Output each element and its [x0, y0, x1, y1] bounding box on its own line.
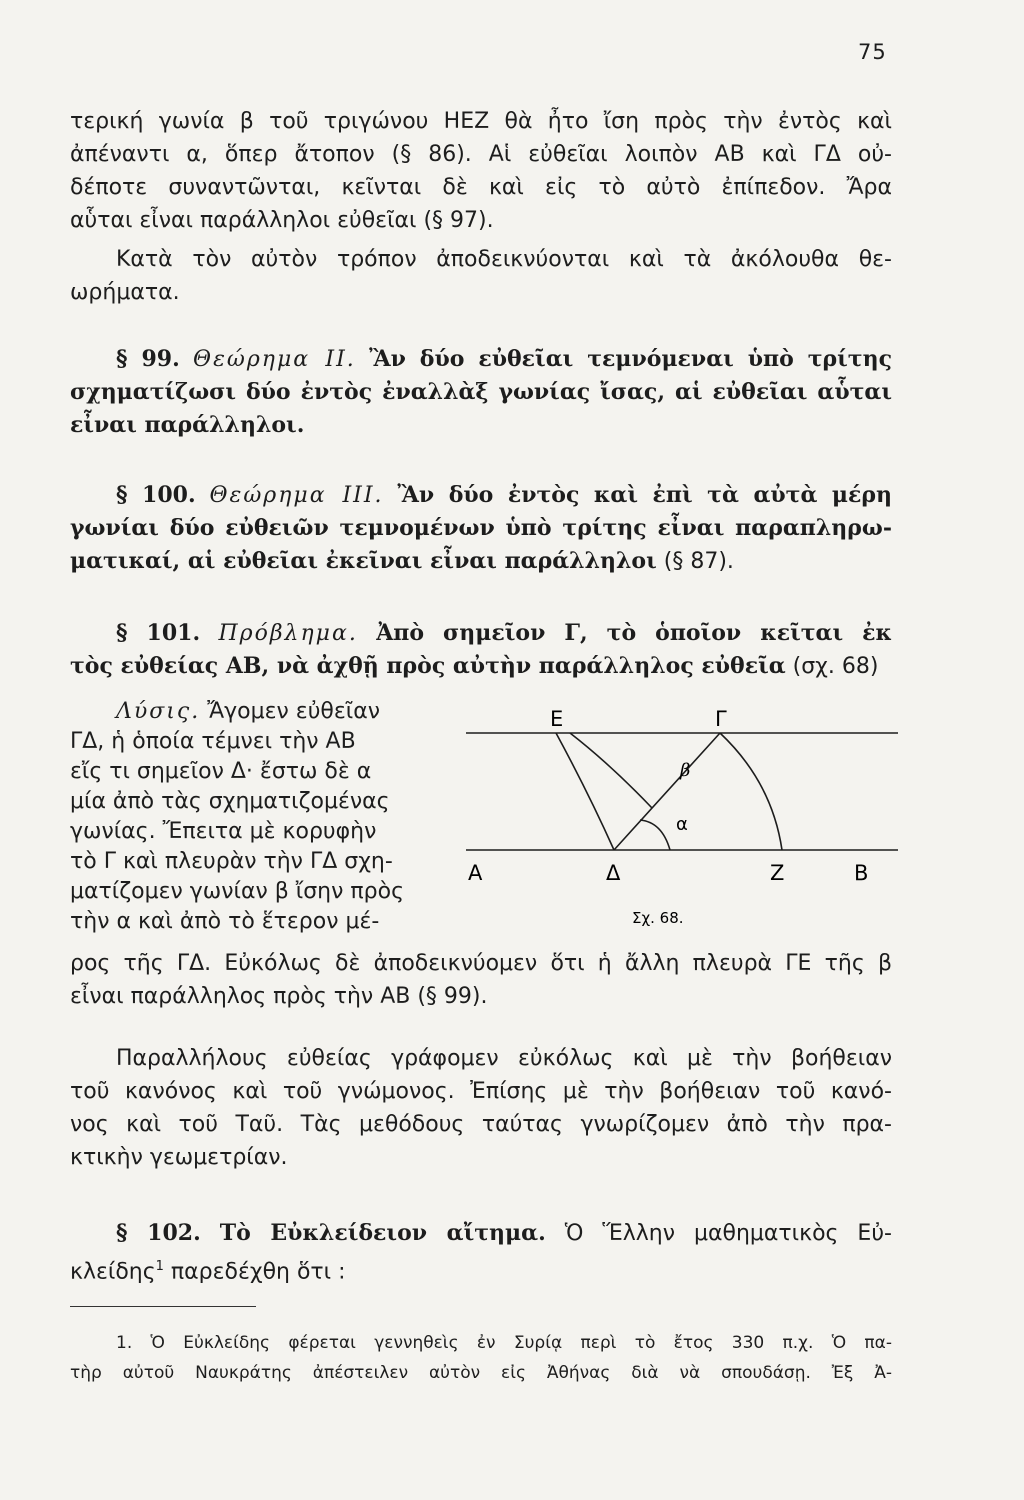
section-number: § 102.	[116, 1220, 201, 1246]
footnote	[70, 1328, 892, 1388]
postulate-text: κλείδης	[70, 1259, 156, 1285]
text-line: τοῦ κανόνος καὶ τοῦ γνώμονος. Ἐπίσης μὲ τὴν βοήθειαν τοῦ κανό-	[70, 1079, 892, 1104]
label-a: Α	[468, 861, 483, 885]
transversal-gd	[614, 733, 720, 850]
footnote-text: Ὁ Εὐκλείδης φέρεται γεννηθεὶς ἐν Συρίᾳ περὶ τὸ ἔτος 330 π.χ. Ὁ πα-	[150, 1333, 892, 1353]
label-b: Β	[854, 861, 869, 885]
solution-continuation	[70, 947, 892, 1013]
text-line: Κατὰ τὸν αὐτὸν τρόπον ἀποδεικνύονται καὶ τὰ ἀκόλουθα θε-	[116, 247, 892, 272]
label-e: Ε	[550, 707, 564, 731]
paragraph-parallels	[70, 1042, 892, 1174]
page-number: 75	[858, 40, 887, 64]
postulate-line-2	[70, 1250, 892, 1288]
arc-left	[556, 733, 614, 850]
figure-caption: Σχ. 68.	[632, 909, 684, 927]
text-line: ωρήματα.	[70, 280, 180, 305]
text-line: ματίζομεν γωνίαν β ἴσην πρὸς	[70, 879, 404, 904]
solution-label: Λύσις.	[116, 699, 201, 724]
text-line: τὴν α καὶ ἀπὸ τὸ ἕτερον μέ-	[70, 909, 380, 934]
geometry-diagram	[462, 700, 902, 940]
text-line: νος καὶ τοῦ Ταῦ. Τὰς μεθόδους ταύτας γνωρίζομεν ἀπὸ τὴν πρα-	[70, 1112, 892, 1137]
problem-line-2	[70, 650, 892, 683]
theorem-100-line-1	[70, 479, 892, 512]
theorem-text: σχηματίζωσι δύο ἐντὸς ἐναλλὰξ γωνίας ἴσας, αἱ εὐθεῖαι αὗται	[70, 379, 892, 405]
text-line: κτικὴν γεωμετρίαν.	[70, 1145, 288, 1170]
section-number: § 99.	[116, 346, 180, 372]
theorem-text: ματικαί, αἱ εὐθεῖαι ἐκεῖναι εἶναι παράλληλοι	[70, 548, 657, 574]
text-line: αὗται εἶναι παράλληλοι εὐθεῖαι (§ 97).	[70, 208, 494, 233]
label-alpha: α	[676, 814, 688, 835]
text-line: δέποτε συναντῶνται, κεῖνται δὲ καὶ εἰς τὸ αὐτὸ ἐπίπεδον. Ἄρα	[70, 175, 892, 200]
footnote-marker: 1.	[116, 1333, 133, 1353]
problem-101	[70, 617, 892, 683]
label-beta: β	[680, 760, 691, 781]
text-line: τὸ Γ καὶ πλευρὰν τὴν ΓΔ σχη-	[70, 849, 393, 874]
theorem-text: εἶναι παράλληλοι.	[70, 412, 305, 438]
theorem-text: Ἂν δύο ἐντὸς καὶ ἐπὶ τὰ αὐτὰ μέρη	[397, 482, 893, 508]
postulate-102	[70, 1217, 892, 1288]
figure-68	[462, 700, 902, 940]
text-line: Παραλλήλους εὐθείας γράφομεν εὐκόλως καὶ μὲ τὴν βοήθειαν	[116, 1046, 892, 1071]
problem-text: Ἀπὸ σημεῖον Γ, τὸ ὁποῖον κεῖται ἐκ	[376, 620, 892, 646]
label-d: Δ	[606, 861, 621, 885]
label-z: Ζ	[770, 861, 785, 885]
arc-right	[720, 733, 782, 850]
postulate-text: Ὁ Ἕλλην μαθηματικὸς Εὐ-	[545, 1221, 892, 1246]
footnote-line-1	[70, 1328, 892, 1358]
problem-label: Πρόβλημα.	[218, 621, 358, 646]
problem-text: τὸς εὐθείας ΑΒ, νὰ ἀχθῇ πρὸς αὐτὴν παράλληλος εὐθεῖα	[70, 653, 786, 679]
theorem-label: Θεώρημα ΙΙ.	[193, 347, 356, 372]
reference: (§ 87).	[656, 549, 734, 574]
text-line: τερική γωνία β τοῦ τριγώνου ΗΕΖ θὰ ἦτο ἴση πρὸς τὴν ἐντὸς καὶ	[70, 109, 892, 134]
text-line: εἶναι παράλληλος πρὸς τὴν ΑΒ (§ 99).	[70, 984, 488, 1009]
footnote-divider	[70, 1306, 256, 1307]
text-line: γωνίας. Ἔπειτα μὲ κορυφὴν	[70, 819, 377, 844]
arc-beta	[570, 733, 652, 808]
arc-alpha	[640, 820, 670, 850]
paragraph-proof-end	[70, 105, 892, 237]
solution-column	[70, 697, 450, 937]
postulate-text: παρεδέχθη ὅτι :	[163, 1259, 346, 1285]
section-number: § 101.	[116, 620, 201, 646]
reference: (σχ. 68)	[785, 654, 879, 679]
theorem-text: Ἂν δύο εὐθεῖαι τεμνόμεναι ὑπὸ τρίτης	[369, 346, 892, 372]
theorem-100-line-3	[70, 545, 892, 578]
text-line: εἴς τι σημεῖον Δ· ἔστω δὲ α	[70, 759, 372, 784]
postulate-line-1	[70, 1217, 892, 1250]
solution-line-1	[70, 697, 450, 727]
postulate-title: Τὸ Εὐκλείδειον αἴτημα.	[219, 1220, 546, 1246]
text-line: ἀπέναντι α, ὅπερ ἄτοπον (§ 86). Αἱ εὐθεῖαι λοιπὸν ΑΒ καὶ ΓΔ οὐ-	[70, 142, 892, 167]
footnote-text: τὴρ αὐτοῦ Ναυκράτης ἀπέστειλεν αὐτὸν εἰς Ἀθήνας διὰ νὰ σπουδάσῃ. Ἐξ Ἀ-	[70, 1363, 892, 1383]
footnote-ref: 1	[155, 1259, 164, 1274]
problem-line-1	[70, 617, 892, 650]
theorem-99	[70, 343, 892, 442]
label-g: Γ	[715, 707, 727, 731]
theorem-100	[70, 479, 892, 578]
paragraph-consequence	[70, 243, 892, 309]
section-number: § 100.	[116, 482, 196, 508]
text-line: ΓΔ, ἡ ὁποία τέμνει τὴν ΑΒ	[70, 729, 356, 754]
solution-text: Ἄγομεν εὐθεῖαν	[200, 699, 381, 724]
theorem-text: γωνίαι δύο εὐθειῶν τεμνομένων ὑπὸ τρίτης εἶναι παραπληρω-	[70, 515, 892, 541]
theorem-label: Θεώρημα ΙΙΙ.	[209, 483, 384, 508]
text-line: ρος τῆς ΓΔ. Εὐκόλως δὲ ἀποδεικνύομεν ὅτι ἡ ἄλλη πλευρὰ ΓΕ τῆς β	[70, 951, 892, 976]
theorem-99-line-1	[70, 343, 892, 376]
text-line: μία ἀπὸ τὰς σχηματιζομένας	[70, 789, 390, 814]
